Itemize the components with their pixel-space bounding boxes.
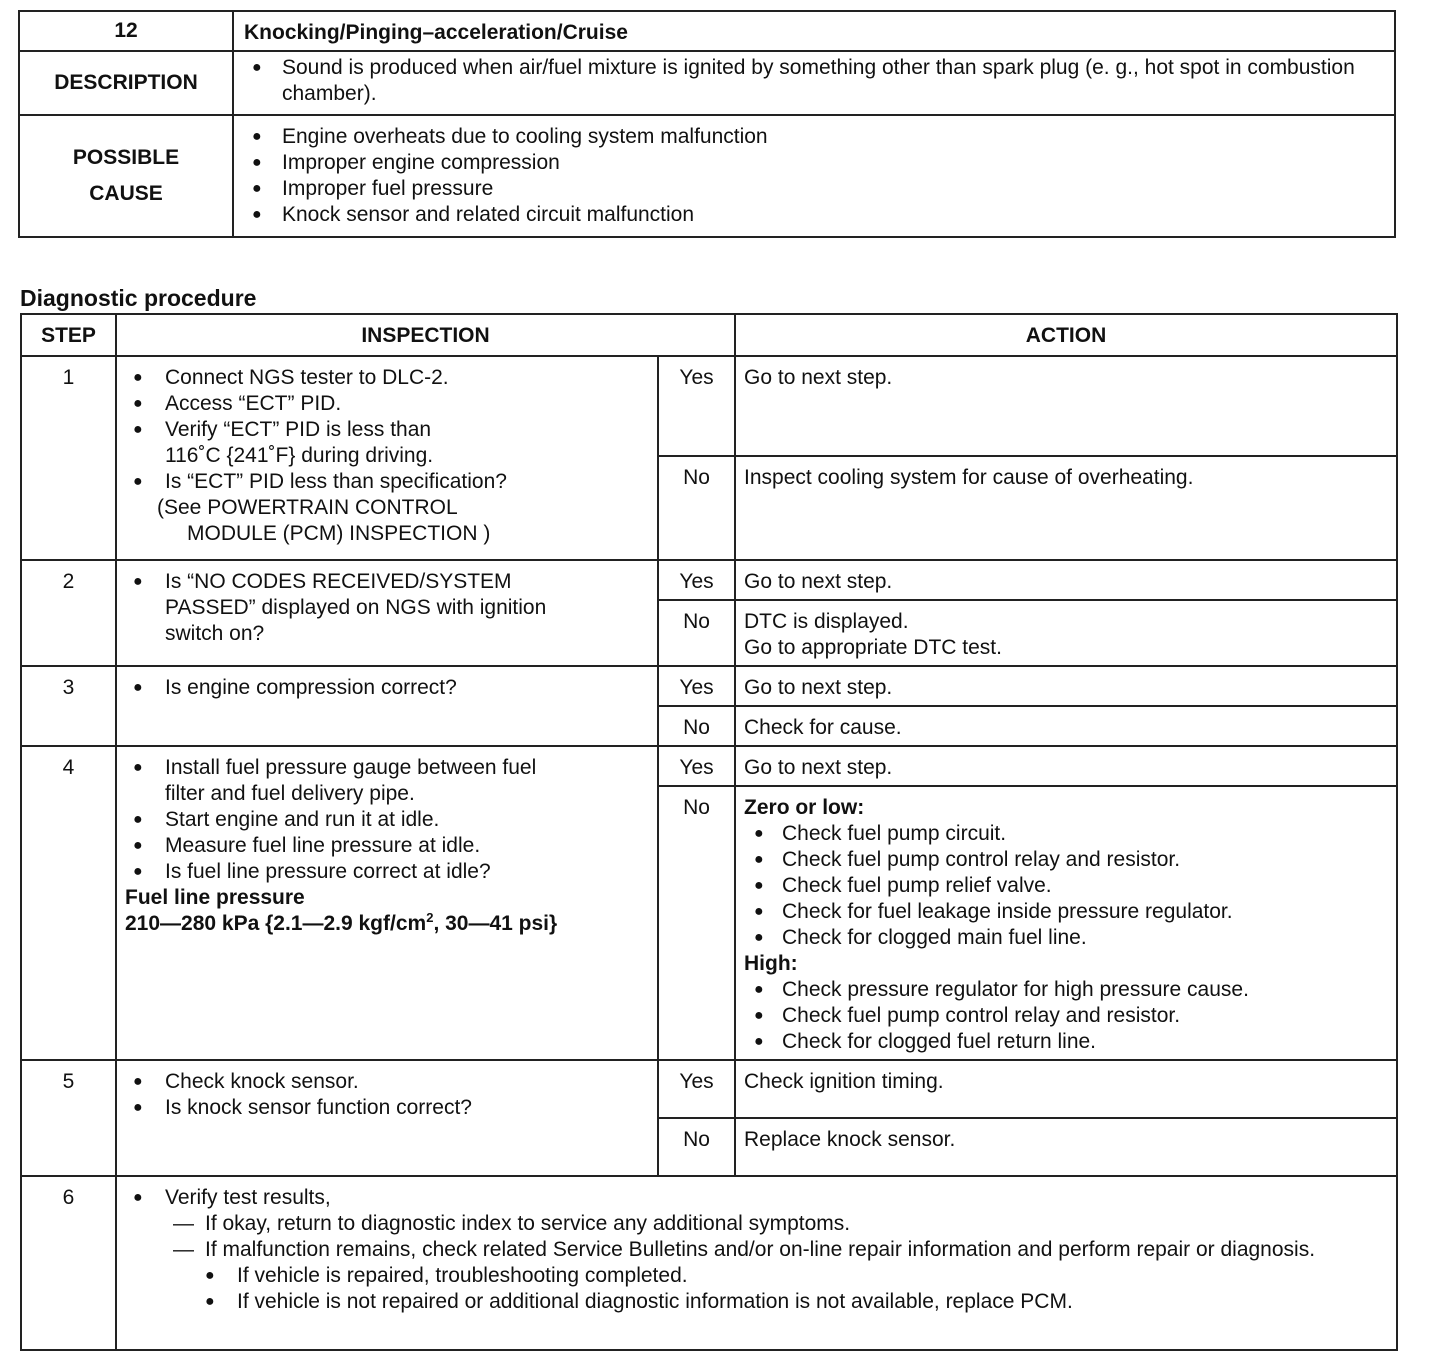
inspection-item: ● Is “NO CODES RECEIVED/SYSTEM PASSED” displayed on NGS with ignition switch on?: [125, 569, 651, 647]
symptom-title: Knocking/Pinging–acceleration/Cruise: [233, 11, 1395, 51]
step-inspection: [116, 666, 658, 746]
yes-action: Check ignition timing.: [735, 1060, 1397, 1118]
dash-text: If malfunction remains, check related Service Bulletins and/or on-line repair information and perform repair or diagnosis.: [205, 1238, 1316, 1261]
no-low-item: ● Check fuel pump control relay and resistor.: [744, 847, 1388, 873]
dash-item: [125, 1211, 1390, 1237]
possible-cause-label: [19, 115, 233, 237]
header-step: STEP: [21, 314, 116, 356]
step-number: 5: [21, 1060, 116, 1176]
no-low-item: ● Check for fuel leakage inside pressure regulator.: [744, 899, 1388, 925]
spec-label: Fuel line pressure: [125, 886, 305, 909]
step-number: 3: [21, 666, 116, 746]
description-cell: [233, 51, 1395, 115]
yes-label: Yes: [658, 746, 735, 786]
inspection-item: ● Install fuel pressure gauge between fuel filter and fuel delivery pipe.: [125, 755, 651, 807]
description-text: ● Sound is produced when air/fuel mixture is ignited by something other than spark plug (e. g., hot spot in combustion chamber).: [244, 55, 1384, 107]
yes-action: Go to next step.: [735, 356, 1397, 456]
possible-cause-item: ● Improper engine compression: [244, 150, 1384, 176]
inspection-item: ● Check knock sensor.: [125, 1069, 651, 1095]
dash-item: [125, 1237, 1390, 1263]
possible-cause-cell: [233, 115, 1395, 237]
no-high-item: ● Check fuel pump control relay and resistor.: [744, 1003, 1388, 1029]
step-number: 6: [21, 1176, 116, 1350]
inspection-item: ● Is knock sensor function correct?: [125, 1095, 651, 1121]
step-number: 1: [21, 356, 116, 560]
possible-cause-item: ● Improper fuel pressure: [244, 176, 1384, 202]
spec-value-b: , 30—41 psi}: [433, 912, 558, 935]
yes-label: Yes: [658, 356, 735, 456]
possible-cause-label-text: POSSIBLE CAUSE: [72, 146, 180, 205]
procedure-title: Diagnostic procedure: [20, 285, 257, 311]
no-label: No: [658, 1118, 735, 1176]
no-high-label: High:: [744, 952, 798, 975]
inspection-note: (See POWERTRAIN CONTROL: [157, 496, 458, 519]
dash-text: If okay, return to diagnostic index to service any additional symptoms.: [205, 1212, 851, 1235]
procedure-table: [20, 313, 1398, 1351]
spec-value: [125, 911, 651, 937]
no-action-line: Go to appropriate DTC test.: [744, 636, 1002, 659]
inspection-item: ● Verify “ECT” PID is less than 116˚C {241˚F} during driving.: [125, 417, 651, 469]
inspection-item: ● Is fuel line pressure correct at idle?: [125, 859, 651, 885]
no-low-label: Zero or low:: [744, 796, 865, 819]
spec-value-a: 210—280 kPa {2.1—2.9 kgf/cm: [125, 912, 427, 935]
spec-sup: 2: [426, 910, 434, 925]
sub-item: ● If vehicle is not repaired or additional diagnostic information is not available, replace PCM.: [197, 1289, 1390, 1315]
no-high-item: ● Check for clogged fuel return line.: [744, 1029, 1388, 1055]
inspection-item: ● Is engine compression correct?: [125, 675, 651, 701]
no-high-item: ● Check pressure regulator for high pressure cause.: [744, 977, 1388, 1003]
yes-label: Yes: [658, 560, 735, 600]
description-label: DESCRIPTION: [19, 51, 233, 115]
step-inspection: [116, 1176, 1397, 1350]
possible-cause-item: ● Engine overheats due to cooling system malfunction: [244, 124, 1384, 150]
dash-mark: —: [173, 1212, 194, 1235]
no-action: Inspect cooling system for cause of overheating.: [735, 456, 1397, 560]
no-label: No: [658, 706, 735, 746]
step-inspection: [116, 1060, 658, 1176]
no-action: Replace knock sensor.: [735, 1118, 1397, 1176]
no-label: No: [658, 600, 735, 666]
no-action: [735, 600, 1397, 666]
inspection-item: ● Connect NGS tester to DLC-2.: [125, 365, 651, 391]
step-inspection: [116, 356, 658, 560]
step-inspection: [116, 560, 658, 666]
yes-action: Go to next step.: [735, 666, 1397, 706]
step-number: 4: [21, 746, 116, 1060]
inspection-item: ● Is “ECT” PID less than specification?: [125, 469, 651, 495]
header-action: ACTION: [735, 314, 1397, 356]
no-label: No: [658, 456, 735, 560]
verify-item: ● Verify test results,: [125, 1185, 1390, 1211]
dash-mark: —: [173, 1238, 194, 1261]
symptom-table: [18, 10, 1396, 238]
no-action: Check for cause.: [735, 706, 1397, 746]
no-action-line: DTC is displayed.: [744, 610, 909, 633]
yes-label: Yes: [658, 1060, 735, 1118]
no-label: No: [658, 786, 735, 1060]
inspection-item: ● Access “ECT” PID.: [125, 391, 651, 417]
inspection-item: ● Measure fuel line pressure at idle.: [125, 833, 651, 859]
inspection-item: ● Start engine and run it at idle.: [125, 807, 651, 833]
no-low-item: ● Check for clogged main fuel line.: [744, 925, 1388, 951]
step-inspection: [116, 746, 658, 1060]
symptom-number: 12: [19, 11, 233, 51]
yes-label: Yes: [658, 666, 735, 706]
step-number: 2: [21, 560, 116, 666]
inspection-note: MODULE (PCM) INSPECTION ): [187, 522, 491, 545]
yes-action: Go to next step.: [735, 560, 1397, 600]
possible-cause-item: ● Knock sensor and related circuit malfunction: [244, 202, 1384, 228]
no-low-item: ● Check fuel pump circuit.: [744, 821, 1388, 847]
yes-action: Go to next step.: [735, 746, 1397, 786]
header-inspection: INSPECTION: [116, 314, 735, 356]
sub-item: ● If vehicle is repaired, troubleshooting completed.: [197, 1263, 1390, 1289]
no-low-item: ● Check fuel pump relief valve.: [744, 873, 1388, 899]
no-action: [735, 786, 1397, 1060]
